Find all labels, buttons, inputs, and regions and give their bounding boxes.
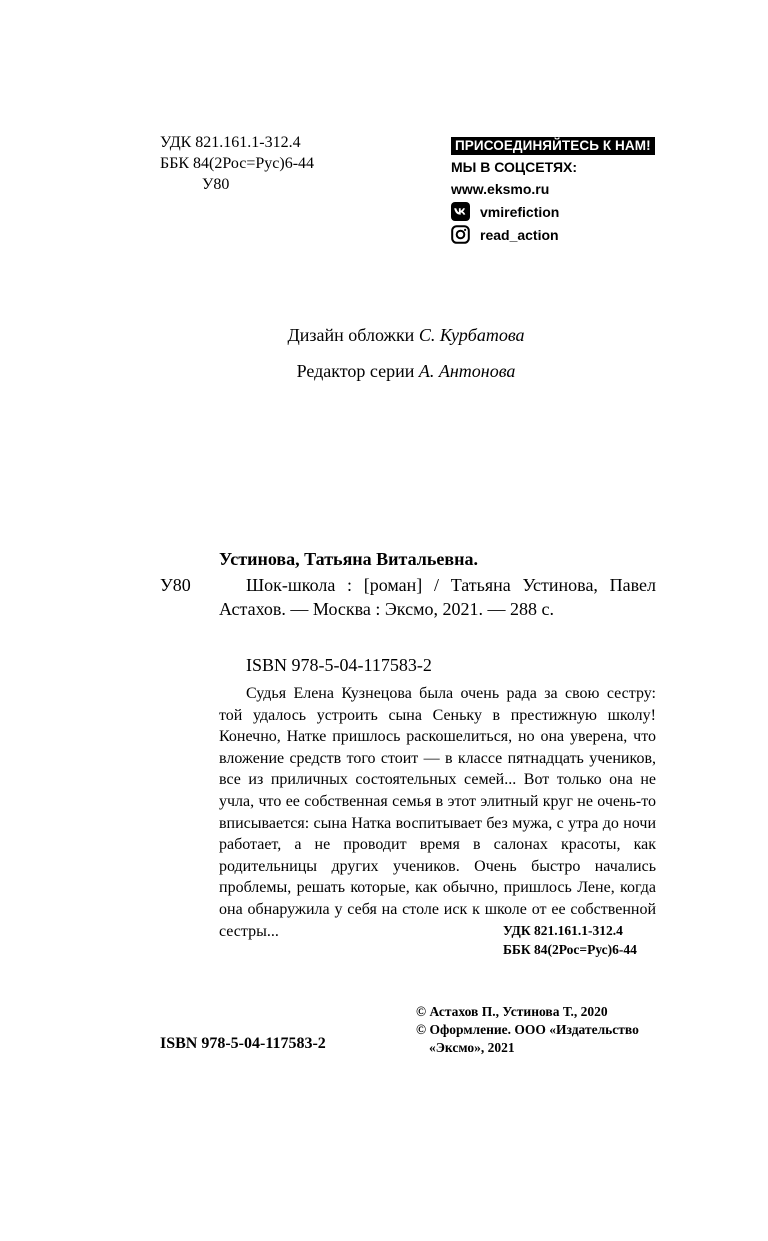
cover-design-label: Дизайн обложки [287,325,415,345]
social-heading: МЫ В СОЦСЕТЯХ: [451,159,578,175]
record-isbn: ISBN 978-5-04-117583-2 [246,655,432,675]
join-banner: ПРИСОЕДИНЯЙТЕСЬ К НАМ! [451,137,655,155]
bbk-code: ББК 84(2Рос=Рус)6-44 [160,155,315,172]
isbn-bottom: ISBN 978-5-04-117583-2 [160,1035,326,1052]
vk-handle: vmirefiction [480,203,560,220]
cover-design-credit [0,323,768,347]
author-mark: У80 [202,176,230,193]
series-editor-name: А. Антонова [418,361,516,381]
annotation-text: Судья Елена Кузнецова была очень рада за свою сестру: той удалось устроить сына Сеньку в престижную школу! Конечно, Натке пришлось раскошелиться, но она уверена, что вложение средств того стоит — в классе пятнадцать учеников, все из приличных состоятельных семей... Вот только она не учла, что ее собственная семья в этот элитный круг не очень-то вписывается: сына Натка воспитывает без мужа, с утра до ночи работает, а не проводит время в салонах красоты, как родительницы других учеников. Очень быстро начались проблемы, решать которые, как обычно, пришлось Лене, когда она обнаружила у себя на столе иск к школе от ее собственной сестры... [219,685,656,940]
instagram-handle: read_action [480,226,559,243]
social-block [451,134,671,246]
copyright-block [416,1003,639,1057]
instagram-link[interactable] [451,223,671,246]
bbk-code-bottom: ББК 84(2Рос=Рус)6-44 [503,942,637,957]
website-link[interactable]: www.eksmo.ru [451,181,550,197]
udk-code: УДК 821.161.1-312.4 [160,134,301,151]
series-editor-label: Редактор серии [296,361,415,381]
copyright-line: «Эксмо», 2021 [429,1040,515,1055]
series-editor-credit [0,359,768,383]
record-code: У80 [160,575,191,595]
udk-code-bottom: УДК 821.161.1-312.4 [503,923,623,938]
vk-icon [451,202,470,221]
author-heading: Устинова, Татьяна Витальевна. [219,549,478,569]
bibliographic-description: Шок-школа : [роман] / Татьяна Устинова, Павел Астахов. — Москва : Эксмо, 2021. — 288 с. [219,575,656,619]
copyright-line: © Астахов П., Устинова Т., 2020 [416,1004,608,1019]
cover-designer-name: С. Курбатова [418,325,525,345]
vk-link[interactable] [451,200,671,223]
copyright-line: © Оформление. ООО «Издательство [416,1022,639,1037]
instagram-icon [451,225,470,244]
